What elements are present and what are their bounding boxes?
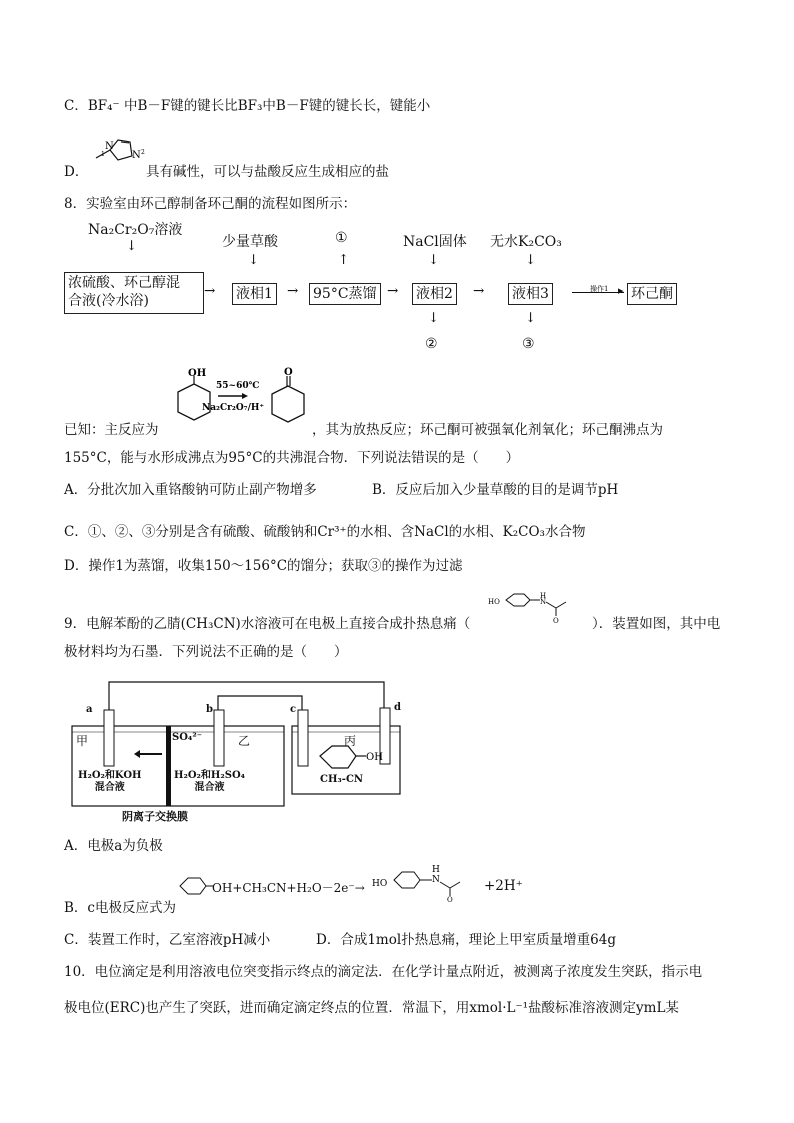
q7-option-d-prefix: D． (64, 164, 89, 180)
box-liquid3: 液相3 (508, 283, 553, 305)
output-1: ① (335, 230, 348, 246)
box-mixture-line2: 合液(冷水浴) (68, 293, 149, 309)
right-arrow: → (473, 283, 485, 299)
q8-option-d: D．操作1为蒸馏，收集150～156°C的馏分；获取③的操作为过滤 (64, 558, 463, 574)
q9-stem-1-end: ）．装置如图，其中电 (592, 616, 721, 632)
q8-option-b: B．反应后加入少量草酸的目的是调节pH (372, 482, 619, 498)
svg-text:N: N (540, 598, 547, 606)
solution-jia (78, 770, 142, 794)
svg-text:HO: HO (372, 879, 388, 889)
membrane-label: 阴离子交换膜 (122, 810, 188, 823)
output-2: ② (425, 336, 438, 352)
svg-text:OH: OH (366, 752, 383, 763)
q8-known-prefix: 已知：主反应为 (64, 422, 159, 438)
box-distill: 95°C蒸馏 (309, 283, 381, 305)
svg-text:O: O (553, 617, 559, 624)
electrode-c-label: c (290, 704, 297, 715)
paracetamol-structure (488, 586, 584, 624)
solution-yi-line2: 混合液 (194, 782, 225, 793)
right-arrow: → (287, 283, 299, 299)
electrolysis-apparatus (64, 674, 424, 822)
q10-line2: 极电位(ERC)也产生了突跃，进而确定滴定终点的位置．常温下，用xmol·L⁻¹盐酸标准溶液测定ymL某 (64, 1000, 679, 1016)
svg-text:O: O (284, 367, 293, 378)
electrode-a-label: a (86, 704, 93, 715)
solution-yi (174, 770, 245, 794)
q8-known-line2: 155°C，能与水形成沸点为95°C的共沸混合物．下列说法错误的是（ ） (64, 450, 520, 466)
down-arrow: ↓ (525, 310, 537, 326)
sulfate-ion-label: SO₄²⁻ (172, 732, 202, 743)
q9-stem-1: 9．电解苯酚的乙腈(CH₃CN)水溶液可在电极上直接合成扑热息痛（ (64, 616, 471, 632)
q8-option-a: A．分批次加入重铬酸钠可防止副产物增多 (64, 482, 317, 498)
n1-label: N (105, 141, 114, 152)
chamber-bing: 丙 (344, 734, 357, 748)
chamber-yi: 乙 (238, 734, 251, 748)
down-arrow: ↓ (248, 252, 260, 268)
q9-option-a: A．电极a为负极 (64, 838, 163, 854)
n2-number: 2 (141, 149, 145, 156)
q8-known-text: ，其为放热反应；环己酮可被强氧化剂氧化；环己酮沸点为 (312, 422, 663, 438)
down-arrow: ↓ (428, 252, 440, 268)
operation-arrow-line (572, 292, 624, 293)
right-arrow: → (204, 283, 216, 299)
q9-option-b-mid: OH+CH₃CN+H₂O－2e⁻→ (212, 881, 365, 895)
reagent-k2co3: 无水K₂CO₃ (490, 234, 562, 250)
q9-option-d: D．合成1mol扑热息痛，理论上甲室质量增重64g (316, 932, 616, 948)
reaction-temp: 55~60℃ (216, 381, 260, 391)
svg-text:HO: HO (488, 598, 500, 606)
q8-option-c: C．①、②、③分别是含有硫酸、硫酸钠和Cr³⁺的水相、含NaCl的水相、K₂CO₃水合物 (64, 524, 586, 540)
reaction-reagent: Na₂Cr₂O₇/H⁺ (202, 403, 265, 413)
q9-option-c: C．装置工作时，乙室溶液pH减小 (64, 932, 271, 948)
n2-label: N (132, 150, 141, 161)
operation-arrowhead: ▸ (618, 284, 624, 297)
q9-option-b-end: +2H⁺ (484, 878, 523, 894)
box-mixture-line1: 浓硫酸、环己醇混 (68, 275, 180, 291)
svg-text:N: N (432, 875, 440, 885)
q9-option-b-prefix: B．c电极反应式为 (64, 900, 176, 916)
q8-stem: 8．实验室由环己醇制备环己酮的流程如图所示： (64, 196, 357, 212)
down-arrow: ↓ (126, 238, 138, 254)
chamber-jia: 甲 (76, 734, 89, 748)
reagent-oxalic: 少量草酸 (222, 234, 278, 250)
down-arrow: ↓ (428, 310, 440, 326)
electrode-b-label: b (206, 704, 213, 715)
n1-number: 1 (101, 151, 105, 158)
electrode-d-label: d (394, 702, 401, 713)
operation-label: 操作1 (590, 285, 609, 293)
q7-option-c: C．BF₄⁻ 中B－F键的键长比BF₃中B－F键的键长长，键能小 (64, 98, 431, 114)
q9-option-b-equation: +CH₃CN+H₂O－2e⁻→ (232, 881, 365, 895)
svg-text:OH: OH (188, 368, 207, 379)
reagent-nacl: NaCl固体 (403, 234, 467, 250)
svg-text:H: H (540, 592, 547, 600)
reaction-scheme (160, 366, 320, 438)
reagent-na2cr2o7: Na₂Cr₂O₇溶液 (88, 222, 183, 238)
up-arrow: ↑ (338, 252, 350, 268)
down-arrow: ↓ (525, 252, 537, 268)
solution-yi-line1: H₂O₂和H₂SO₄ (174, 770, 246, 781)
output-3: ③ (522, 336, 535, 352)
svg-text:H: H (432, 865, 440, 875)
box-mixture (64, 272, 204, 314)
q9-stem-2: 极材料均为石墨．下列说法不正确的是（ ） (64, 644, 348, 660)
right-arrow: → (387, 283, 399, 299)
q7-option-d-text: 具有碱性，可以与盐酸反应生成相应的盐 (146, 164, 389, 180)
box-liquid1: 液相1 (232, 283, 277, 305)
box-liquid2: 液相2 (412, 283, 457, 305)
solution-jia-line2: 混合液 (94, 782, 125, 793)
solution-jia-line1: H₂O₂和KOH (78, 770, 142, 781)
q10-line1: 10．电位滴定是利用溶液电位突变指示终点的滴定法．在化学计量点附近，被测离子浓度发生突跃，指示电 (64, 964, 703, 980)
solution-bing: CH₃-CN (320, 774, 364, 785)
box-product: 环己酮 (627, 283, 677, 305)
svg-text:O: O (447, 896, 453, 902)
product-structure (372, 862, 482, 902)
